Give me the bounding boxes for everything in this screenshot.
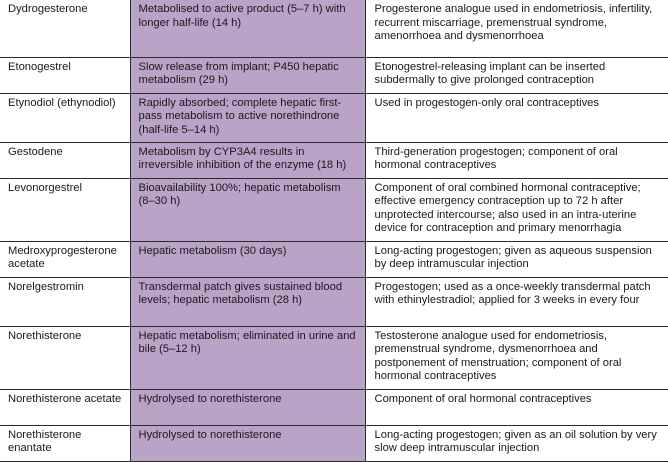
uses-cell: Component of oral hormonal contraceptives [365,389,668,425]
uses-cell: Third-generation progestogen; component of oral hormonal contraceptives [365,142,668,178]
pharmacokinetics-cell: Hydrolysed to norethisterone [130,425,365,461]
table-row [0,425,668,461]
pharmacokinetics-cell: Metabolised to active product (5–7 h) with longer half-life (14 h) [130,0,365,57]
table-row [0,93,668,142]
pharmacokinetics-cell: Hepatic metabolism (30 days) [130,241,365,277]
table-row [0,142,668,178]
uses-cell: Testosterone analogue used for endometriosis, premenstrual syndrome, dysmenorrhoea and postponement of menstruation; component of oral hormonal contraceptives [365,326,668,389]
pharmacokinetics-cell: Metabolism by CYP3A4 results in irreversible inhibition of the enzyme (18 h) [130,142,365,178]
pharmacokinetics-cell: Hydrolysed to norethisterone [130,389,365,425]
uses-cell: Progesterone analogue used in endometriosis, infertility, recurrent miscarriage, premenstrual syndrome, amenorrhoea and dysmenorrhoea [365,0,668,57]
table-row [0,57,668,93]
uses-cell: Long-acting progestogen; given as an oil solution by very slow deep intramuscular injection [365,425,668,461]
drug-name-cell: Gestodene [0,142,130,178]
table-row [0,241,668,277]
drug-name-cell: Etonogestrel [0,57,130,93]
drug-name-cell: Norethisterone [0,326,130,389]
pharmacokinetics-cell: Hepatic metabolism; eliminated in urine and bile (5–12 h) [130,326,365,389]
pharmacokinetics-cell: Transdermal patch gives sustained blood levels; hepatic metabolism (28 h) [130,277,365,326]
table-row [0,178,668,241]
drug-name-cell: Medroxyprogesterone acetate [0,241,130,277]
drug-name-cell: Dydrogesterone [0,0,130,57]
drug-name-cell: Norelgestromin [0,277,130,326]
pharmacokinetics-cell: Rapidly absorbed; complete hepatic first-pass metabolism to active norethindrone (half-life 5–14 h) [130,93,365,142]
uses-cell: Etonogestrel-releasing implant can be inserted subdermally to give prolonged contraception [365,57,668,93]
table-row [0,389,668,425]
table-row [0,277,668,326]
drug-name-cell: Levonorgestrel [0,178,130,241]
table-row [0,326,668,389]
uses-cell: Progestogen; used as a once-weekly transdermal patch with ethinylestradiol; applied for 3 weeks in every four [365,277,668,326]
uses-cell: Used in progestogen-only oral contraceptives [365,93,668,142]
uses-cell: Component of oral combined hormonal contraceptive; effective emergency contraception up to 72 h after unprotected intercourse; also used in an intra-uterine device for contraception and primary menorrhagia [365,178,668,241]
table-row [0,0,668,57]
pharmacokinetics-cell: Bioavailability 100%; hepatic metabolism (8–30 h) [130,178,365,241]
pharmacokinetics-cell: Slow release from implant; P450 hepatic metabolism (29 h) [130,57,365,93]
drug-name-cell: Norethisterone acetate [0,389,130,425]
uses-cell: Long-acting progestogen; given as aqueous suspension by deep intramuscular injection [365,241,668,277]
drug-name-cell: Etynodiol (ethynodiol) [0,93,130,142]
drug-name-cell: Norethisterone enantate [0,425,130,461]
